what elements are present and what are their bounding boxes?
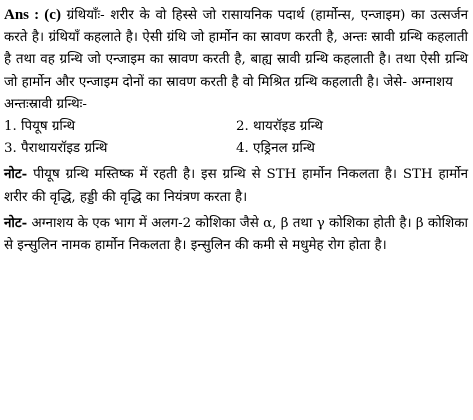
- note-1-text: पीयूष ग्रन्थि मस्तिष्क में रहती है। इस ग्रन्थि से STH हार्मोन निकलता है। STH हार्मोन शरीर की वृद्धि, हड्डी की वृद्धि का नियंत्रण करता है।: [4, 167, 468, 205]
- note-2-text: अग्नाशय के एक भाग में अलग-2 कोशिका जैसे α, β तथा γ कोशिका होती है। β कोशिका से इन्सुलिन नामक हार्मोन निकलता है। इन्सुलिन की कमी से मधुमेह रोग होता है।: [4, 215, 468, 254]
- note-1-paragraph: [4, 163, 468, 208]
- endocrine-heading: अन्तःस्रावी ग्रन्थिः-: [4, 96, 87, 112]
- gland-list-row-1: [4, 116, 468, 138]
- gland-list-row-2: [4, 138, 468, 160]
- gland-item-3: 3. पैराथायरॉइड ग्रन्थि: [4, 141, 108, 157]
- answer-text: ग्रंथियाँः- शरीर के वो हिस्से जो रासायनिक पदार्थ (हार्मोन्स, एन्जाइम) का उत्सर्जन करते है। ग्रंथियाँ कहलाते है। ऐसी ग्रंथि जो हार्मोन का स्रावण करती है, अन्तः स्रावी ग्रन्थि कहलाती है तथा वह ग्रन्थि जो एन्जाइम का स्रावण करती है, बाह्य स्रावी ग्रन्थि कहलाती है। तथा ऐसी ग्रन्थि जो हार्मोन और एन्जाइम दोनों का स्रावण करती है वो मिश्रित ग्रन्थि कहलाती है। जेसे- अग्नाशय: [4, 8, 469, 90]
- answer-paragraph: [4, 4, 468, 94]
- answer-label: Ans : (c): [4, 7, 61, 23]
- note-2-label: नोट-: [4, 214, 28, 231]
- note-2-paragraph: [4, 212, 468, 257]
- gland-item-4: 4. एड्रिनल ग्रन्थि: [236, 141, 315, 157]
- note-1-label: नोट-: [4, 166, 28, 183]
- gland-item-1: 1. पियूष ग्रन्थि: [4, 119, 76, 135]
- gland-item-2: 2. थायरॉइड ग्रन्थि: [236, 119, 323, 135]
